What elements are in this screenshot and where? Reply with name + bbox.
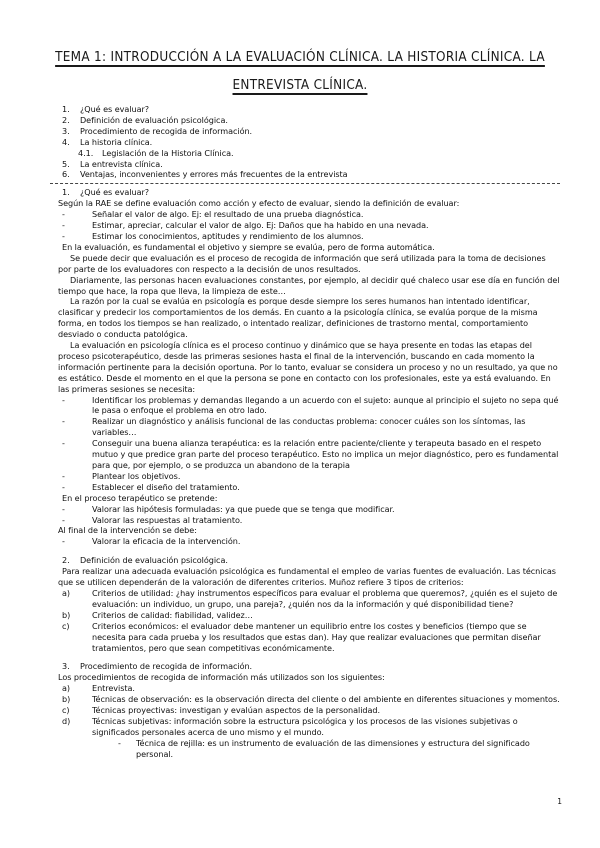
list-item: - Plantear los objetivos. bbox=[62, 470, 181, 481]
toc-item: 6. Ventajas, inconvenientes y errores más frecuentes de la entrevista bbox=[62, 169, 348, 180]
document-title bbox=[40, 44, 560, 100]
list-item: - Identificar los problemas y demandas llegando a un acuerdo con el sujeto: aunque al principio el sujeto no sepa qué le pasa o enfoque el problema en otro lado. bbox=[62, 394, 559, 416]
list-item: a) Criterios de utilidad: ¿hay instrumentos específicos para evaluar el problema que queremos?, ¿quién es el sujeto de evaluación: un individuo, un grupo, una pareja?, ¿quién nos da la información y qué disponibilidad tiene? bbox=[62, 587, 558, 609]
list-item: - Conseguir una buena alianza terapéutica: es la relación entre paciente/cliente y terapeuta basado en el respeto mutuo y que predice gran parte del proceso terapéutico. Esto no implica un mejor diagnóstico, pero es fundamental para que, por ejemplo, o se produzca un abandono de la terapia bbox=[62, 438, 559, 470]
list-item: - Estimar los conocimientos, aptitudes y rendimiento de los alumnos. bbox=[62, 230, 364, 241]
paragraph: La evaluación en psicología clínica es el proceso continuo y dinámico que se haya presente en todas las etapas del proceso psicoterapéutico, desde las primeras sesiones hasta el final de la intervención, buscando en cada momento la información pertinente para la decisión oportuna. Por lo tanto, evaluar se considera un proceso y no un resultado, ya que no es estático. Desde el momento en el que la persona se pone en contacto con los profesionales, este ya está evaluando. En las primeras sesiones se necesita: bbox=[58, 340, 558, 394]
section-2 bbox=[58, 555, 560, 653]
list-item: - Señalar el valor de algo. Ej: el resultado de una prueba diagnóstica. bbox=[62, 209, 364, 220]
toc-item: 1. ¿Qué es evaluar? bbox=[62, 104, 150, 114]
paragraph: Para realizar una adecuada evaluación psicológica es fundamental el empleo de varias fuentes de evaluación. Las técnicas que se utilicen dependerán de la valoración de diferentes criterios. Muñoz refiere 3 tipos de criterios: bbox=[58, 566, 556, 588]
document-body bbox=[58, 104, 560, 760]
paragraph: En el proceso terapéutico se pretende: bbox=[62, 492, 218, 503]
paragraph: Los procedimientos de recogida de información más utilizados son los siguientes: bbox=[58, 672, 385, 683]
toc-item: 4.1. Legislación de la Historia Clínica. bbox=[78, 147, 234, 158]
title-line-1: TEMA 1: INTRODUCCIÓN A LA EVALUACIÓN CLÍNICA. LA HISTORIA CLÍNICA. LA bbox=[55, 50, 545, 65]
section-heading: 1. ¿Qué es evaluar? bbox=[62, 187, 150, 198]
page-number: 1 bbox=[557, 797, 562, 806]
toc-item: 3. Procedimiento de recogida de información. bbox=[62, 125, 253, 136]
section-3 bbox=[58, 661, 560, 759]
toc-item: 5. La entrevista clínica. bbox=[62, 158, 163, 169]
toc-item: 4. La historia clínica. bbox=[62, 136, 153, 147]
list-item: c) Criterios económicos: el evaluador debe mantener un equilibrio entre los costes y beneficios (tiempo que se necesita para cada prueba y los resultados que estas dan). Hay que realizar evaluaciones que permitan diseñar tratamientos, pero que sean competitivas económicamente. bbox=[62, 620, 541, 653]
list-item: - Establecer el diseño del tratamiento. bbox=[62, 481, 240, 492]
table-of-contents bbox=[58, 104, 560, 180]
paragraph: La razón por la cual se evalúa en psicología es porque desde siempre los seres humanos han intentado identificar, clasificar y predecir los comportamientos de los demás. En cuanto a la psicología clínica, se evalúa porque de la misma forma, en todos los tiempos se han realizado, o intentado realizar, definiciones de trastorno mental, comportamiento desviado o conducta patológica. bbox=[58, 296, 538, 340]
section-heading: 2. Definición de evaluación psicológica. bbox=[62, 555, 228, 566]
list-item: - Técnica de rejilla: es un instrumento de evaluación de las dimensiones y estructura del significado personal. bbox=[118, 737, 530, 759]
list-item: d) Técnicas subjetivas: información sobre la estructura psicológica y los procesos de las visiones subjetivas o significados personales acerca de uno mismo y el mundo. bbox=[62, 715, 518, 737]
paragraph: Al final de la intervención se debe: bbox=[58, 525, 197, 536]
section-heading: 3. Procedimiento de recogida de información. bbox=[62, 661, 253, 672]
paragraph: Diariamente, las personas hacen evaluaciones constantes, por ejemplo, al decidir qué chaleco usar ese día en función del tiempo que hace, la ropa que lleva, la limpieza de este… bbox=[58, 274, 560, 296]
list-item: - Valorar las hipótesis formuladas: ya que puede que se tenga que modificar. bbox=[62, 503, 395, 514]
title-line-2: ENTREVISTA CLÍNICA. bbox=[232, 78, 368, 93]
dashed-divider bbox=[50, 183, 560, 184]
list-item: b) Criterios de calidad: fiabilidad, validez… bbox=[62, 609, 253, 620]
paragraph: Se puede decir que evaluación es el proceso de recogida de información que será utilizada para la toma de decisiones por parte de los evaluadores con respecto a la decisión de unos resultados. bbox=[58, 252, 546, 274]
paragraph: En la evaluación, es fundamental el objetivo y siempre se evalúa, pero de forma automática. bbox=[62, 241, 435, 252]
list-item: c) Técnicas proyectivas: investigan y evalúan aspectos de la personalidad. bbox=[62, 705, 381, 716]
list-item: b) Técnicas de observación: es la observación directa del cliente o del ambiente en diferentes situaciones y momentos. bbox=[62, 694, 560, 705]
list-item: - Valorar la eficacia de la intervención. bbox=[62, 536, 241, 547]
list-item: a) Entrevista. bbox=[62, 683, 135, 694]
list-item: - Realizar un diagnóstico y análisis funcional de las conductas problema: conocer cuáles son los síntomas, las variables… bbox=[62, 416, 526, 438]
toc-item: 2. Definición de evaluación psicológica. bbox=[62, 114, 228, 125]
list-item: - Valorar las respuestas al tratamiento. bbox=[62, 514, 243, 525]
list-item: - Estimar, apreciar, calcular el valor de algo. Ej: Daños que ha habido en una nevada. bbox=[62, 220, 429, 231]
section-1 bbox=[58, 187, 560, 547]
paragraph: Según la RAE se define evaluación como acción y efecto de evaluar, siendo la definición de evaluar: bbox=[58, 198, 460, 209]
